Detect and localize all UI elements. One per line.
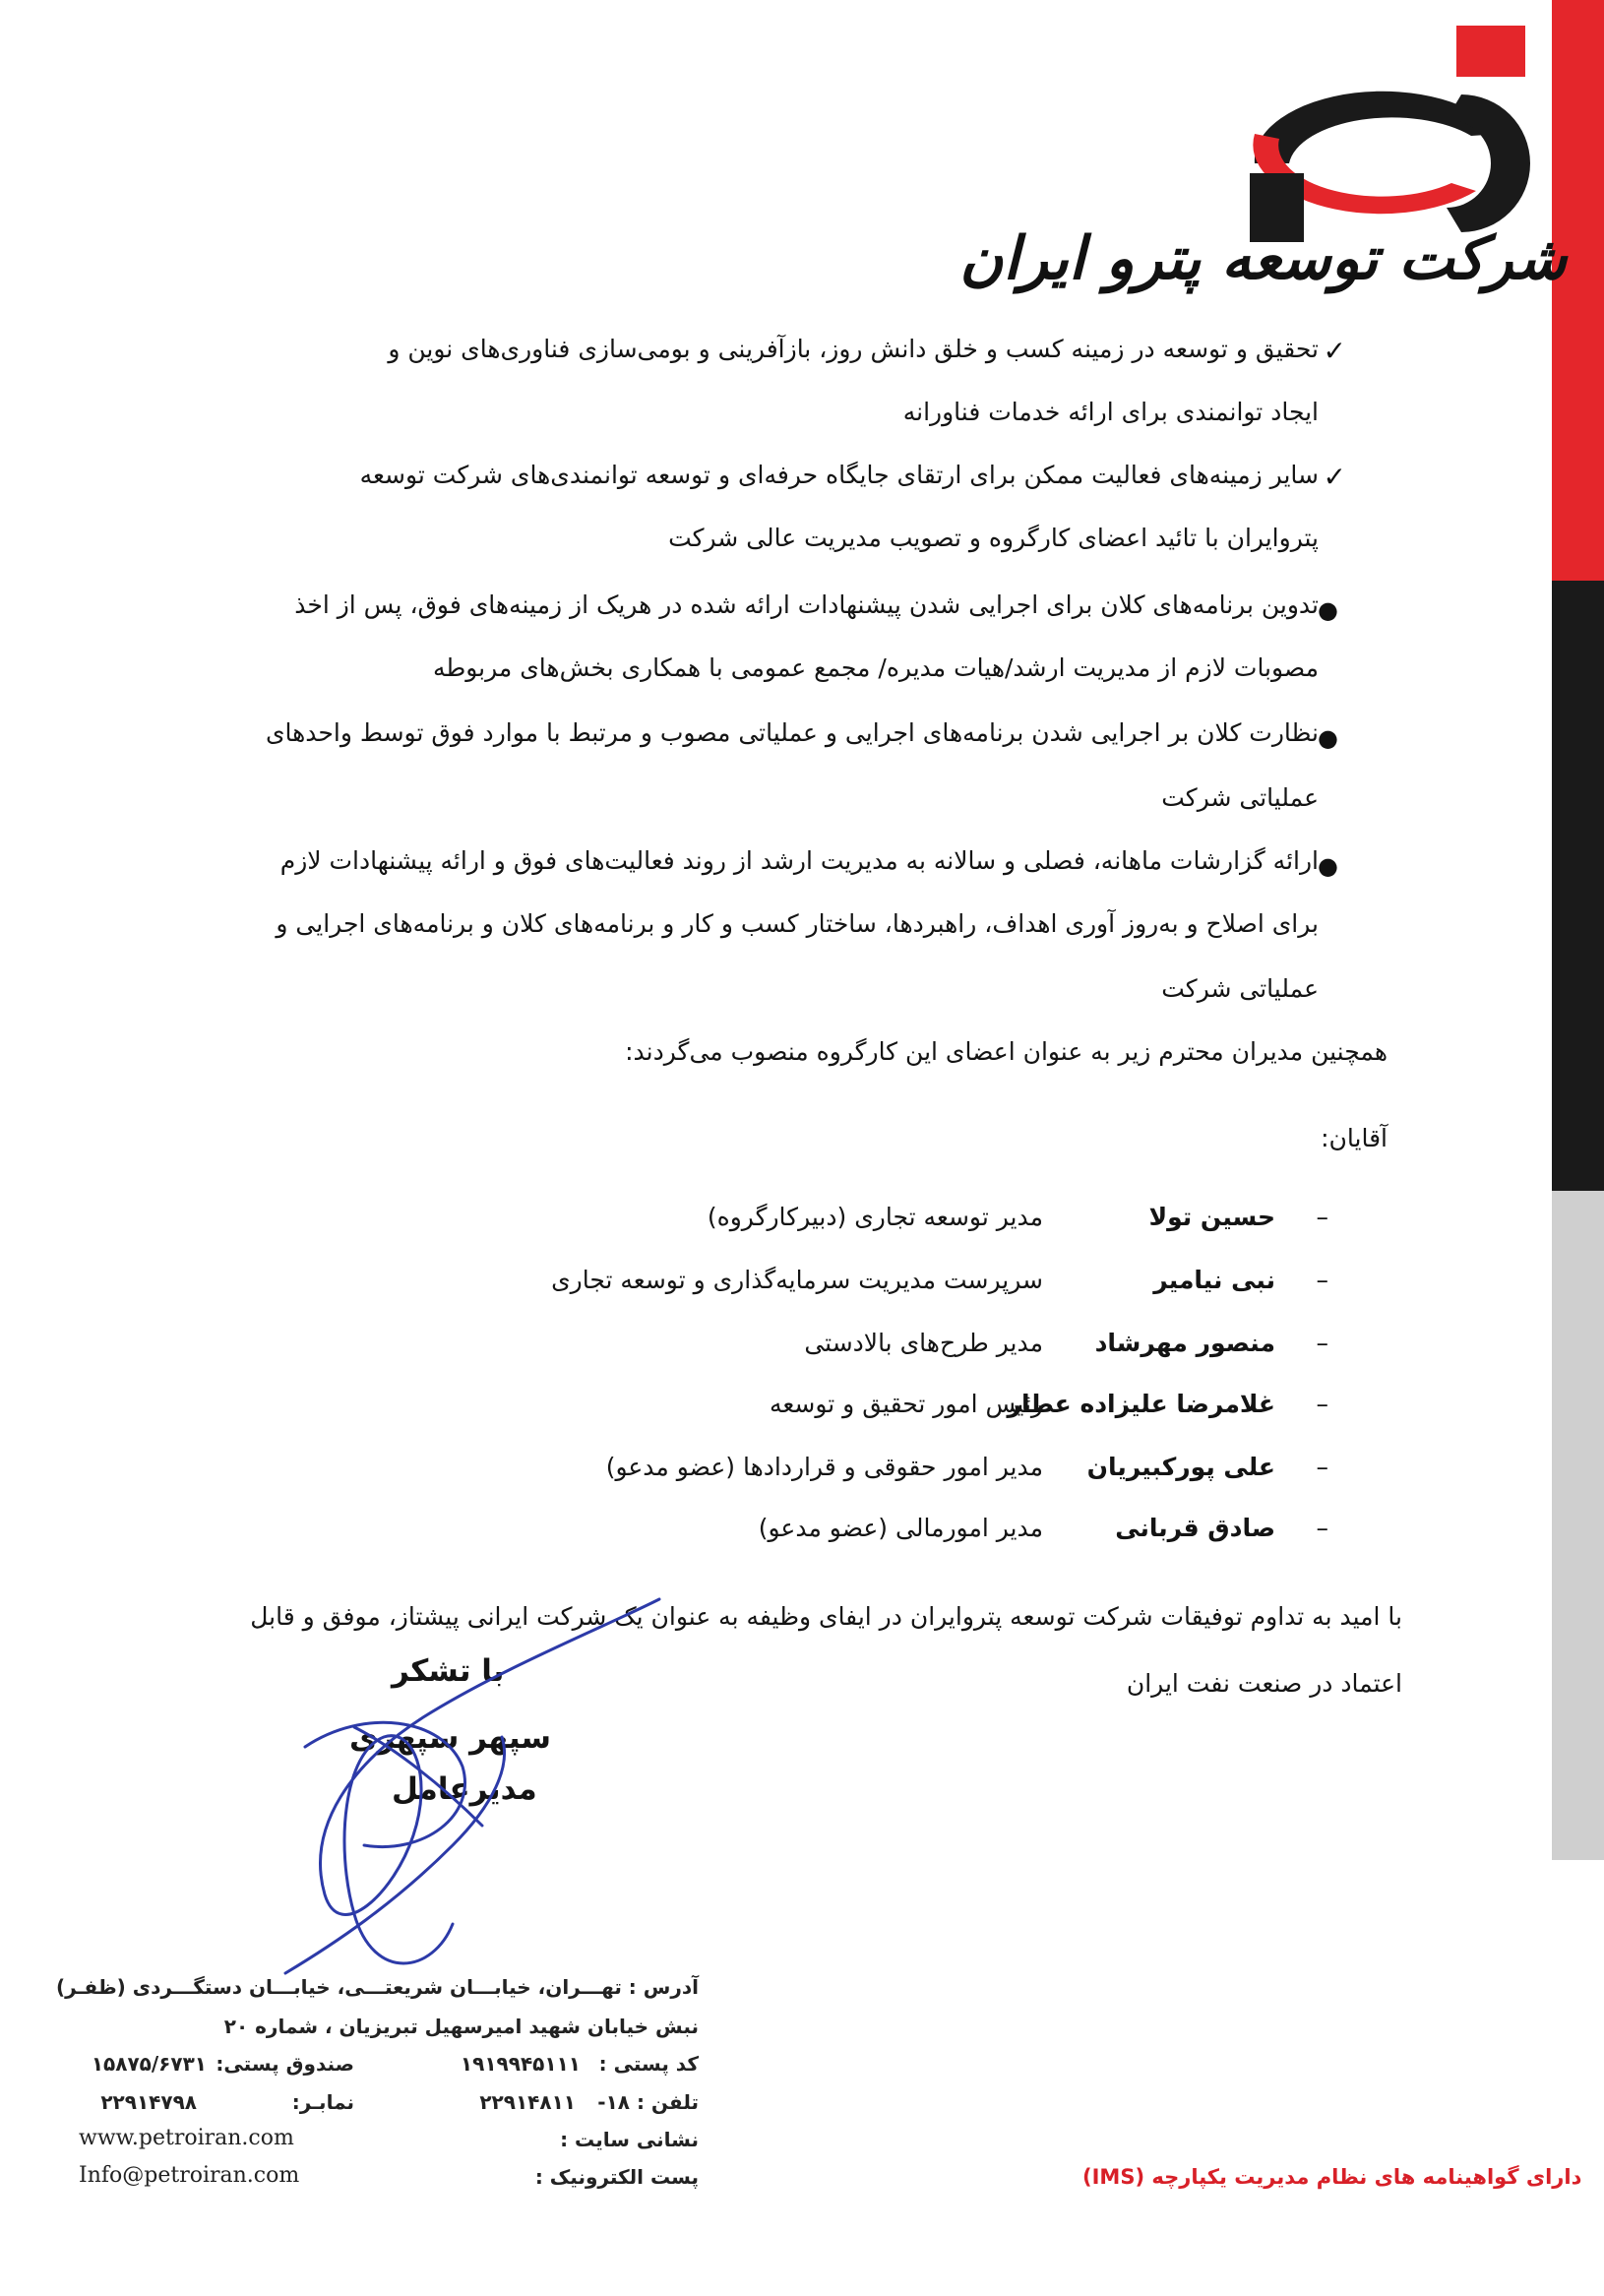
footer-address-1: آدرس : تهـــران، خیابـــان شریعتـــی، خیابـــان دستگـــردی (ظفـر) <box>56 1975 699 1999</box>
member-dash: – <box>1316 1329 1328 1357</box>
check-icon: ✓ <box>1323 461 1346 493</box>
member-dash: – <box>1316 1453 1328 1481</box>
footer-website[interactable]: www.petroiran.com <box>79 2126 294 2150</box>
member-row <box>344 1390 1328 1429</box>
member-role: سرپرست مدیریت سرمایه‌گذاری و توسعه تجاری <box>551 1266 1043 1294</box>
closing-line-1: با امید به تداوم توفیقات شرکت توسعه پتروایران در ایفای وظیفه به عنوان یک شرکت ایرانی پیشتاز، موفق و قابل <box>250 1602 1402 1631</box>
member-dash: – <box>1316 1390 1328 1418</box>
footer-website-label: نشانی سایت : <box>560 2128 699 2151</box>
footer-phone: ۲۲۹۱۴۸۱۱ <box>479 2090 576 2114</box>
bullet-1-line-1: تدوین برنامه‌های کلان برای اجرایی شدن پیشنهادات ارائه شده در هریک از زمینه‌های فوق، پس از اخذ <box>294 590 1319 619</box>
member-row <box>344 1514 1328 1553</box>
bullet-icon: ● <box>1318 724 1338 752</box>
member-name: منصور مهرشاد <box>1094 1329 1275 1357</box>
member-row <box>344 1329 1328 1368</box>
members-intro: همچنین مدیران محترم زیر به عنوان اعضای این کارگروه منصوب می‌گردند: <box>625 1037 1388 1066</box>
member-name: غلامرضا علیزاده عطار <box>1007 1390 1275 1418</box>
check-item-2-line-2: پتروایران با تائید اعضای کارگروه و تصویب مدیریت عالی شرکت <box>668 524 1319 552</box>
member-dash: – <box>1316 1266 1328 1294</box>
footer-po-box: ۱۵۸۷۵/۶۷۳۱ <box>91 2052 207 2076</box>
footer-address-2: نبش خیابان شهید امیرسهیل تبریزیان ، شماره ۲۰ <box>223 2015 699 2038</box>
bullet-3-line-2: برای اصلاح و به‌روز آوری اهداف، راهبردها، ساختار کسب و کار و برنامه‌های کلان و برنامه‌های اجرایی و <box>276 909 1319 938</box>
footer-postal-code-label: کد پستی : <box>598 2052 699 2076</box>
signoff-name: سپهر سپهری <box>349 1720 551 1756</box>
side-bar-black <box>1552 581 1604 1191</box>
member-row <box>344 1266 1328 1305</box>
signoff-title: مدیرعامل <box>392 1771 537 1807</box>
bullet-1-line-2: مصوبات لازم از مدیریت ارشد/هیات مدیره/ مجمع عمومی با همکاری بخش‌های مربوطه <box>432 653 1319 682</box>
member-dash: – <box>1316 1203 1328 1231</box>
check-item-2-line-1: سایر زمینه‌های فعالیت ممکن برای ارتقای جایگاه حرفه‌ای و توسعه توانمندی‌های شرکت توسعه <box>359 461 1319 489</box>
bullet-3-line-3: عملیاتی شرکت <box>1161 974 1319 1003</box>
footer-email[interactable]: Info@petroiran.com <box>79 2163 300 2188</box>
closing-line-2: اعتماد در صنعت نفت ایران <box>1126 1669 1402 1698</box>
member-row <box>344 1453 1328 1492</box>
member-name: علی پورکبیریان <box>1086 1453 1275 1481</box>
member-name: نبی نیامیر <box>1153 1266 1275 1294</box>
member-role: مدیر توسعه تجاری (دبیرکارگروه) <box>707 1203 1043 1231</box>
handwritten-signature <box>246 1570 738 2022</box>
bullet-icon: ● <box>1318 596 1338 624</box>
salutation: آقایان: <box>1321 1124 1388 1152</box>
footer-postal-code: ۱۹۱۹۹۴۵۱۱۱ <box>460 2052 581 2076</box>
member-row <box>344 1203 1328 1242</box>
footer-fax: ۲۲۹۱۴۷۹۸ <box>100 2090 197 2114</box>
check-item-1-line-1: تحقیق و توسعه در زمینه کسب و خلق دانش روز، بازآفرینی و بومی‌سازی فناوری‌های نوین و <box>388 335 1319 363</box>
member-role: رئیس امور تحقیق و توسعه <box>769 1390 1043 1418</box>
member-name: صادق قربانی <box>1115 1514 1275 1542</box>
footer-po-box-label: صندوق پستی: <box>216 2052 354 2076</box>
bullet-2-line-1: نظارت کلان بر اجرایی شدن برنامه‌های اجرایی و عملیاتی مصوب و مرتبط با موارد فوق توسط واحدهای <box>265 718 1319 747</box>
ims-certification: دارای گواهینامه های نظام مدیریت یکپارچه (IMS) <box>1082 2165 1582 2189</box>
member-role: مدیر امورمالی (عضو مدعو) <box>758 1514 1043 1542</box>
bullet-icon: ● <box>1318 852 1338 880</box>
signoff-thanks: با تشکر <box>392 1653 505 1689</box>
member-dash: – <box>1316 1514 1328 1542</box>
bullet-2-line-2: عملیاتی شرکت <box>1161 783 1319 812</box>
footer-phone-label: تلفن : ۱۸- <box>597 2090 699 2114</box>
footer-email-label: پست الکترونیک : <box>534 2165 699 2189</box>
member-role: مدیر طرح‌های بالادستی <box>804 1329 1043 1357</box>
bullet-3-line-1: ارائه گزارشات ماهانه، فصلی و سالانه به مدیریت ارشد از روند فعالیت‌های فوق و ارائه پیشنهادات لازم <box>279 846 1319 875</box>
member-role: مدیر امور حقوقی و قراردادها (عضو مدعو) <box>605 1453 1043 1481</box>
member-name: حسین تولا <box>1148 1203 1275 1231</box>
company-logo-text: شرکت توسعه پترو ایران <box>959 224 1567 293</box>
footer-fax-label: نمابـر: <box>291 2090 354 2114</box>
check-icon: ✓ <box>1323 335 1346 367</box>
side-bar-grey <box>1552 1191 1604 1860</box>
check-item-1-line-2: ایجاد توانمندی برای ارائه خدمات فناورانه <box>902 398 1319 426</box>
